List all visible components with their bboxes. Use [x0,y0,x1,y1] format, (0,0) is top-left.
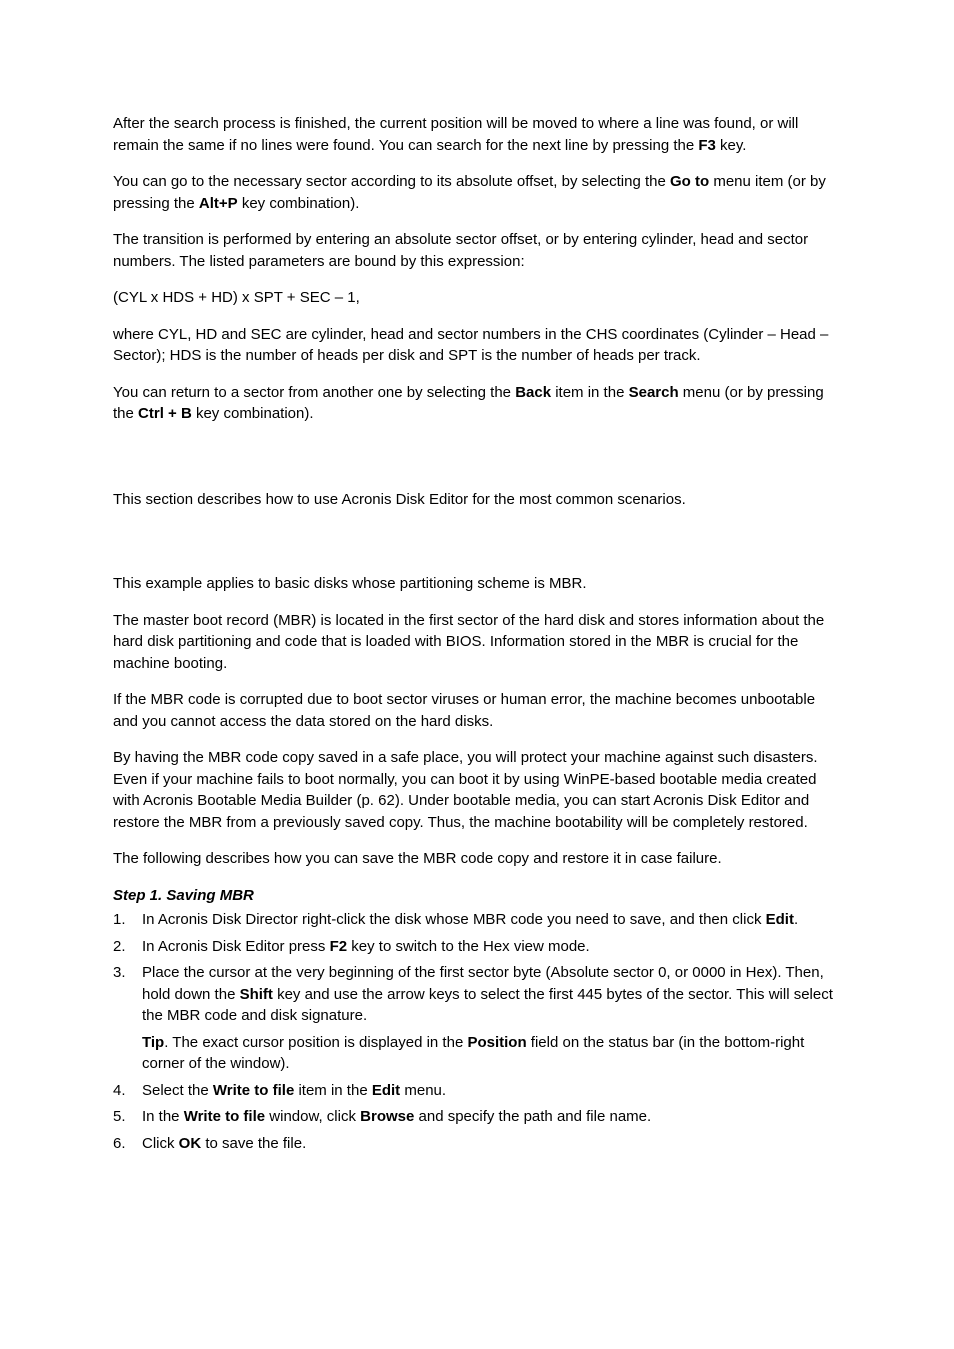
bold-term: Edit [765,911,794,928]
paragraph-search-finished: After the search process is finished, the current position will be moved to where a line was found, or will remain the same if no lines were found. You can search for the next line by pressing the F3 key. [113,115,799,154]
step-number: 1. [113,911,126,928]
bold-term: Search [628,383,679,401]
step-number: 5. [113,1108,126,1125]
step-item [113,1133,841,1155]
bold-term: Position [467,1033,527,1051]
step-number: 3. [113,964,126,981]
paragraph-transition: The transition is performed by entering an absolute sector offset, or by entering cylinder, head and sector numbers. The listed parameters are bound by this expression: [113,231,809,270]
step-text: In the Write to file window, click Browse and specify the path and file name. [142,1108,652,1125]
step-number: 4. [113,1081,126,1099]
bold-term: Go to [670,173,710,190]
paragraph-applies: This example applies to basic disks whose partitioning scheme is MBR. [113,575,587,592]
bold-term: F3 [698,136,716,154]
paragraph-expression: (CYL x HDS + HD) x SPT + SEC – 1, [113,289,360,306]
step-text: Select the Write to file item in the Edit menu. [142,1081,447,1099]
bold-term: Write to file [183,1108,266,1125]
bold-term: Write to file [212,1081,295,1099]
example-paragraphs [113,573,841,870]
step-text: In Acronis Disk Editor press F2 key to switch to the Hex view mode. [142,937,590,955]
step-heading: Step 1. Saving MBR [113,886,254,904]
top-paragraphs [113,113,841,425]
step-item [113,1106,841,1128]
step-text: Place the cursor at the very beginning of the first sector byte (Absolute sector 0, or 0000 in Hex). Then, hold down the Shift key and use the arrow keys to select the first 445 bytes of the sector. This will select the MBR code and disk signature. [142,964,833,1024]
step-item [113,962,841,1075]
step-tip: Tip. The exact cursor position is displayed in the Position field on the status bar (in the bottom-right corner of the window). [142,1033,805,1072]
paragraph-mbr-corrupted: If the MBR code is corrupted due to boot sector viruses or human error, the machine becomes unbootable and you cannot access the data stored on the hard disks. [113,691,816,730]
bold-term: Shift [239,985,273,1003]
section-intro: This section describes how to use Acronis Disk Editor for the most common scenarios. [113,490,686,508]
paragraph-mbr-location: The master boot record (MBR) is located in the first sector of the hard disk and stores information about the hard disk partitioning and code that is loaded with BIOS. Information stored in the MBR is crucial for the machine booting. [113,611,825,672]
step-text: Click OK to save the file. [142,1134,307,1152]
steps-list [113,909,841,1154]
bold-term: Tip [142,1033,165,1051]
step-number: 6. [113,1134,126,1152]
paragraph-back: You can return to a sector from another one by selecting the Back item in the Search menu (or by pressing the Ctrl + B key combination). [113,383,824,422]
step-text: In Acronis Disk Director right-click the disk whose MBR code you need to save, and then click Edit. [142,911,799,928]
example-spacer [113,525,841,573]
bold-term: Ctrl + B [138,405,192,422]
step-item [113,1080,841,1102]
step-number: 2. [113,937,126,955]
step-item [113,936,841,958]
paragraph-following: The following describes how you can save the MBR code copy and restore it in case failure. [113,850,722,867]
bold-term: F2 [329,937,348,955]
paragraph-mbr-copy: By having the MBR code copy saved in a safe place, you will protect your machine against such disasters. Even if your machine fails to boot normally, you can boot it by using WinPE-based bootable media created with Acronis Bootable Media Builder (p. 62). Under bootable media, you can start Acronis Disk Editor and restore the MBR from a previously saved copy. Thus, the machine bootability will be completely restored. [113,749,818,831]
paragraph-go-to: You can go to the necessary sector according to its absolute offset, by selecting the Go to menu item (or by pressing the Alt+P key combination). [113,173,826,212]
step-item [113,909,841,931]
document-page [113,113,841,1159]
bold-term: OK [178,1134,202,1152]
paragraph-chs-explanation: where CYL, HD and SEC are cylinder, head and sector numbers in the CHS coordinates (Cylinder – Head – Sector); HDS is the number of heads per disk and SPT is the number of heads per track. [113,325,829,364]
section-spacer [113,440,841,489]
bold-term: Browse [360,1108,415,1125]
bold-term: Alt+P [198,194,238,212]
bold-term: Edit [371,1081,401,1099]
bold-term: Back [515,383,552,401]
